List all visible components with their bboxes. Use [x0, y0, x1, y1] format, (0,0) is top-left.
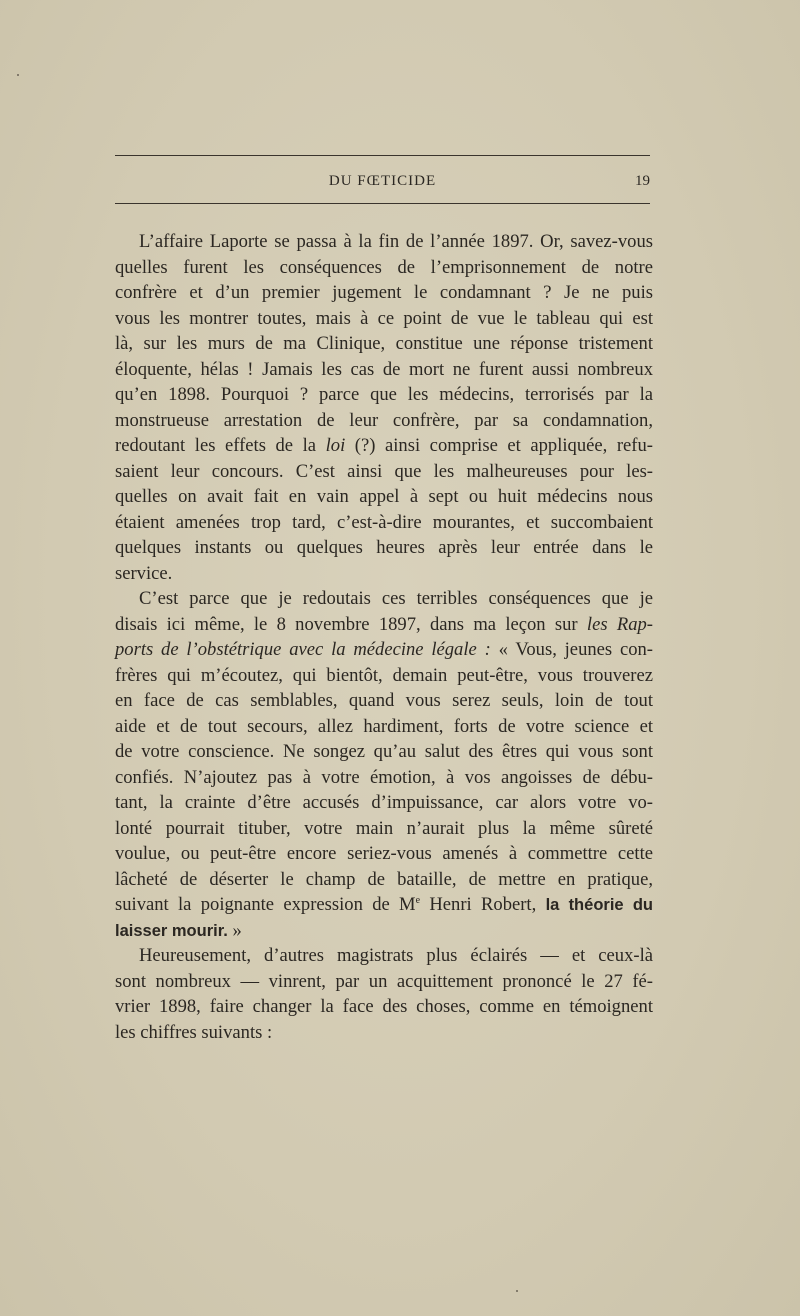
text-line — [115, 637, 653, 663]
text-line: lonté pourrait tituber, votre main n’aurait plus la même sûreté — [115, 817, 653, 839]
text-line: quelles furent les conséquences de l’emprisonnement de notre — [115, 256, 653, 278]
text-run-italic: ports de l’obstétrique avec la médecine légale : — [115, 639, 491, 660]
text-line: tant, la crainte d’être accusés d’impuissance, car alors votre vo- — [115, 792, 653, 813]
text-line: lâcheté de déserter le champ de bataille, de mettre en pratique, — [115, 868, 653, 890]
text-line: service. — [115, 562, 173, 584]
superscript: e — [415, 894, 421, 906]
text-line — [115, 612, 653, 638]
text-line: sont nombreux — vinrent, par un acquittement prononcé le 27 fé- — [115, 970, 653, 992]
text-line: là, sur les murs de ma Clinique, constitue une réponse tristement — [115, 333, 653, 354]
text-line: quelques instants ou quelques heures après leur entrée dans le — [115, 537, 653, 558]
text-line: les chiffres suivants : — [115, 1021, 273, 1043]
text-line: confiés. N’ajoutez pas à votre émotion, à vos angoisses de débu- — [115, 766, 653, 788]
text-line: monstrueuse arrestation de leur confrère, par sa condamnation, — [115, 409, 653, 431]
page-number: 19 — [635, 173, 650, 189]
running-head — [115, 170, 650, 192]
text-line: L’affaire Laporte se passa à la fin de l’année 1897. Or, savez-vous — [139, 231, 653, 252]
text-run: » — [227, 919, 242, 941]
text-line: Heureusement, d’autres magistrats plus éclairés — et ceux-là — [139, 945, 653, 966]
running-title: DU FŒTICIDE — [328, 173, 437, 189]
text-line — [115, 918, 653, 944]
text-line: aide et de tout secours, allez hardiment, forts de votre science et — [115, 715, 653, 737]
text-line: de votre conscience. Ne songez qu’au salut des êtres qui vous sont — [115, 741, 653, 762]
text-run: disais ici même, le 8 novembre 1897, dans ma leçon sur — [115, 613, 587, 635]
text-line: vous les montrer toutes, mais à ce point de vue le tableau qui est — [115, 307, 653, 329]
paper-speck — [17, 74, 19, 76]
body-text — [115, 229, 653, 1045]
text-line: frères qui m’écoutez, qui bientôt, demain peut-être, vous trouverez — [115, 664, 653, 686]
text-line: en face de cas semblables, quand vous serez seuls, loin de tout — [115, 690, 653, 711]
text-line: voulue, ou peut-être encore seriez-vous amenés à commettre cette — [115, 843, 653, 864]
text-run: Henri Robert, — [420, 894, 546, 915]
header-rule-bottom — [115, 203, 650, 204]
header-rule-top — [115, 155, 650, 156]
text-run-bold: la théorie du — [545, 896, 653, 914]
text-line: vrier 1898, faire changer la face des choses, comme en témoignent — [115, 996, 653, 1017]
text-run-bold: laisser mourir. — [115, 921, 228, 940]
text-line: saient leur concours. C’est ainsi que les malheureuses pour les- — [115, 460, 653, 482]
text-line: étaient amenées trop tard, c’est-à-dire mourantes, et succombaient — [115, 511, 653, 533]
text-run: suivant la poignante expression de M — [115, 894, 416, 915]
text-line: quelles on avait fait en vain appel à sept ou huit médecins nous — [115, 486, 653, 507]
text-line: confrère et d’un premier jugement le condamnant ? Je ne puis — [115, 282, 653, 303]
text-line — [115, 433, 653, 459]
text-run: redoutant les effets de la — [115, 435, 326, 456]
text-run: (?) ainsi comprise et appliquée, refu- — [345, 435, 653, 456]
paper-speck — [516, 1290, 518, 1292]
text-line — [115, 892, 653, 918]
text-run-italic: les Rap- — [586, 613, 653, 635]
text-run: « Vous, jeunes con- — [490, 639, 653, 660]
text-run-italic: loi — [325, 435, 346, 456]
text-line: éloquente, hélas ! Jamais les cas de mort ne furent aussi nombreux — [115, 358, 653, 380]
text-line: qu’en 1898. Pourquoi ? parce que les médecins, terrorisés par la — [115, 384, 653, 405]
text-line: C’est parce que je redoutais ces terribles conséquences que je — [139, 588, 653, 609]
